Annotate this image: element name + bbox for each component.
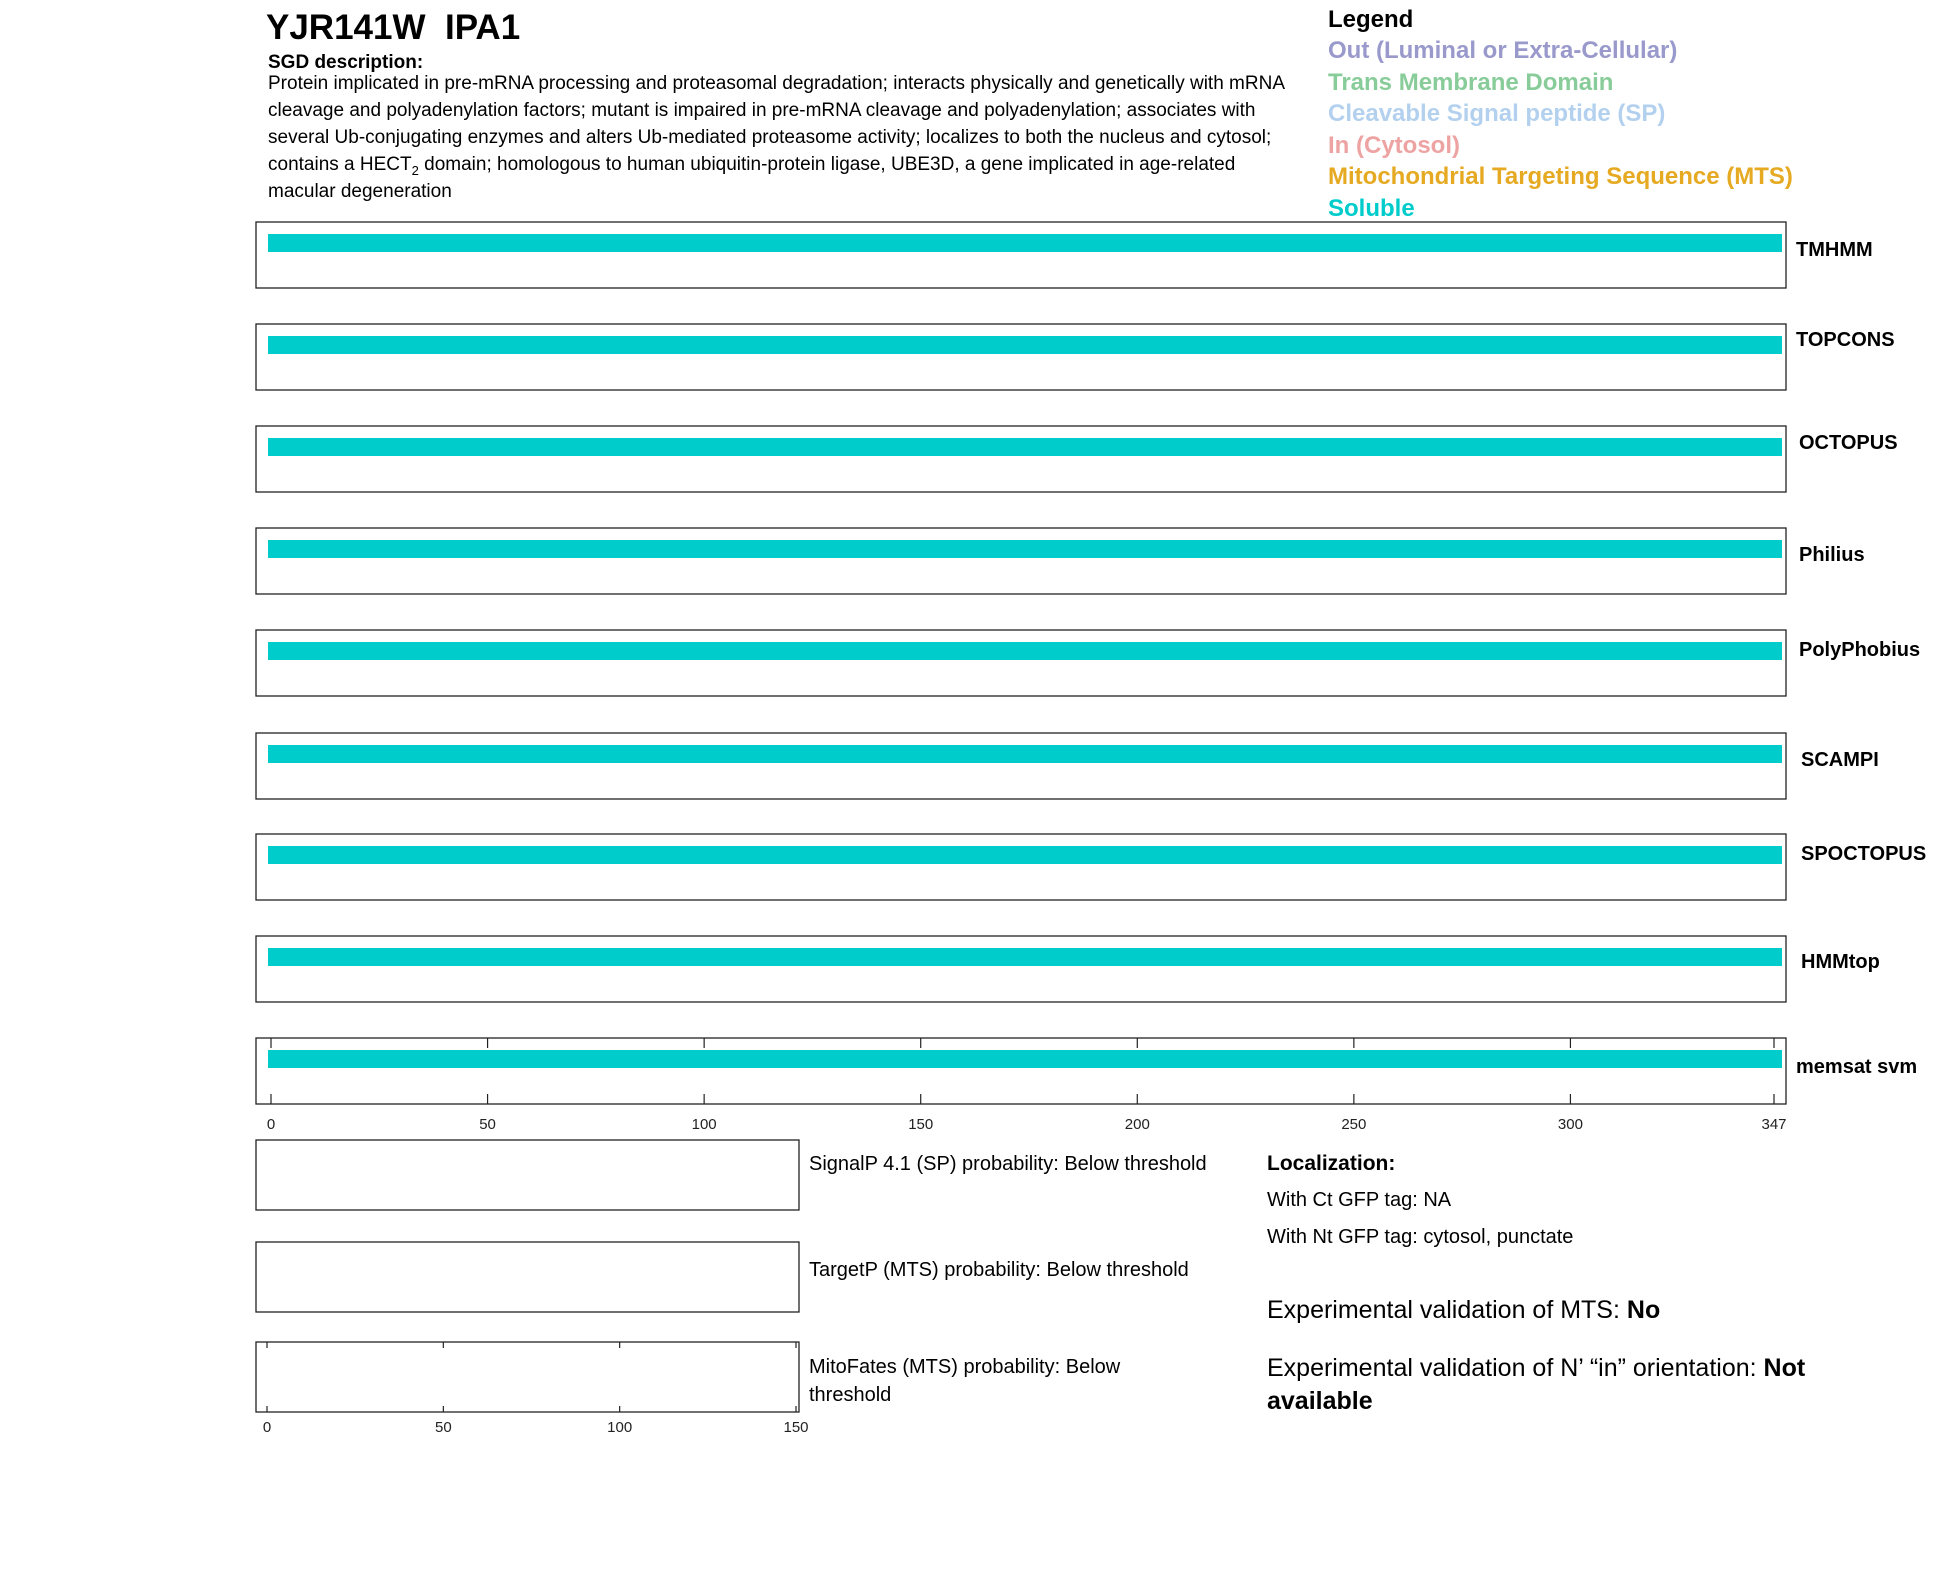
prob-tick-label-3: 150 [783,1419,809,1436]
signalp-label: SignalP 4.1 (SP) probability: Below threshold [809,1153,1207,1175]
legend-item-tm: Trans Membrane Domain [1328,68,1614,96]
soluble-segment-0-0 [268,234,1782,252]
x-tick-label-2: 100 [691,1116,717,1133]
soluble-segment-5-0 [268,745,1782,763]
soluble-segment-4-0 [268,642,1782,660]
nin-validation-value: Not available [1267,1354,1806,1415]
track-box-6 [256,834,1786,900]
page-title: YJR141W IPA1 [266,8,521,47]
x-tick-label-5: 250 [1341,1116,1367,1133]
track-box-5 [256,733,1786,799]
track-box-0 [256,222,1786,288]
probability-box-2 [256,1342,799,1412]
predictor-label-1: TOPCONS [1796,329,1895,351]
prob-tick-label-1: 50 [434,1419,452,1436]
localization-ct: With Ct GFP tag: NA [1267,1189,1452,1211]
x-tick-label-3: 150 [908,1116,934,1133]
mts-validation-label: Experimental validation of MTS: [1267,1296,1627,1324]
legend-item-out: Out (Luminal or Extra-Cellular) [1328,37,1678,64]
soluble-segment-8-0 [268,1050,1782,1068]
probability-box-1 [256,1242,799,1312]
track-box-2 [256,426,1786,492]
localization-nt: With Nt GFP tag: cytosol, punctate [1267,1226,1574,1248]
legend-title: Legend [1328,6,1414,33]
probability-box-0 [256,1140,799,1210]
legend-item-in: In (Cytosol) [1328,131,1460,159]
prob-tick-label-2: 100 [607,1419,633,1436]
sgd-description-label: SGD description: [268,52,424,73]
mitofates-label: MitoFates (MTS) probability: Below threshold [809,1356,1121,1406]
x-tick-label-6: 300 [1557,1116,1583,1133]
mts-validation [1267,1294,1907,1327]
predictor-label-2: OCTOPUS [1799,432,1898,454]
soluble-segment-6-0 [268,846,1782,864]
predictor-label-0: TMHMM [1796,239,1873,261]
x-tick-label-1: 50 [479,1116,496,1133]
track-box-8 [256,1038,1786,1104]
legend-item-soluble: Soluble [1328,194,1415,222]
x-tick-label-4: 200 [1124,1116,1150,1133]
track-box-1 [256,324,1786,390]
track-box-3 [256,528,1786,594]
predictor-label-6: SPOCTOPUS [1801,843,1927,865]
predictor-label-7: HMMtop [1801,951,1880,973]
legend-item-sp: Cleavable Signal peptide (SP) [1328,100,1666,128]
prob-tick-label-0: 0 [262,1419,272,1436]
soluble-segment-3-0 [268,540,1782,558]
predictor-label-4: PolyPhobius [1799,639,1921,661]
track-box-7 [256,936,1786,1002]
track-box-4 [256,630,1786,696]
predictor-label-3: Philius [1799,544,1865,566]
predictor-label-5: SCAMPI [1801,749,1879,771]
legend-item-mts: Mitochondrial Targeting Sequence (MTS) [1328,163,1793,191]
x-tick-label-7: 347 [1761,1116,1787,1133]
soluble-segment-1-0 [268,336,1782,354]
nin-validation-label: Experimental validation of N’ “in” orientation: [1267,1354,1764,1382]
nin-validation [1267,1352,1907,1418]
soluble-segment-7-0 [268,948,1782,966]
description-main: Protein implicated in pre-mRNA processing and proteasomal degradation; interacts physically and genetically with mRNA cleavage and polyadenylation factors; mutant is impaired in pre-mRNA cleavage and polyadenylation; associates with several Ub-conjugating enzymes and alters Ub-mediated proteasome activity; localizes to both the nucleus and cytosol; contains a HECT [268,73,1284,175]
localization-panel [1267,1150,1907,1418]
targetp-label: TargetP (MTS) probability: Below threshold [809,1259,1189,1281]
description-tail: domain; homologous to human ubiquitin-protein ligase, UBE3D, a gene implicated in age-related macular degeneration [268,154,1236,202]
soluble-segment-2-0 [268,438,1782,456]
mts-validation-value: No [1626,1296,1661,1324]
predictor-label-8: memsat svm [1796,1056,1918,1078]
x-tick-label-0: 0 [266,1116,276,1133]
localization-heading: Localization: [1267,1152,1396,1175]
description-subscript: 2 [411,162,419,178]
